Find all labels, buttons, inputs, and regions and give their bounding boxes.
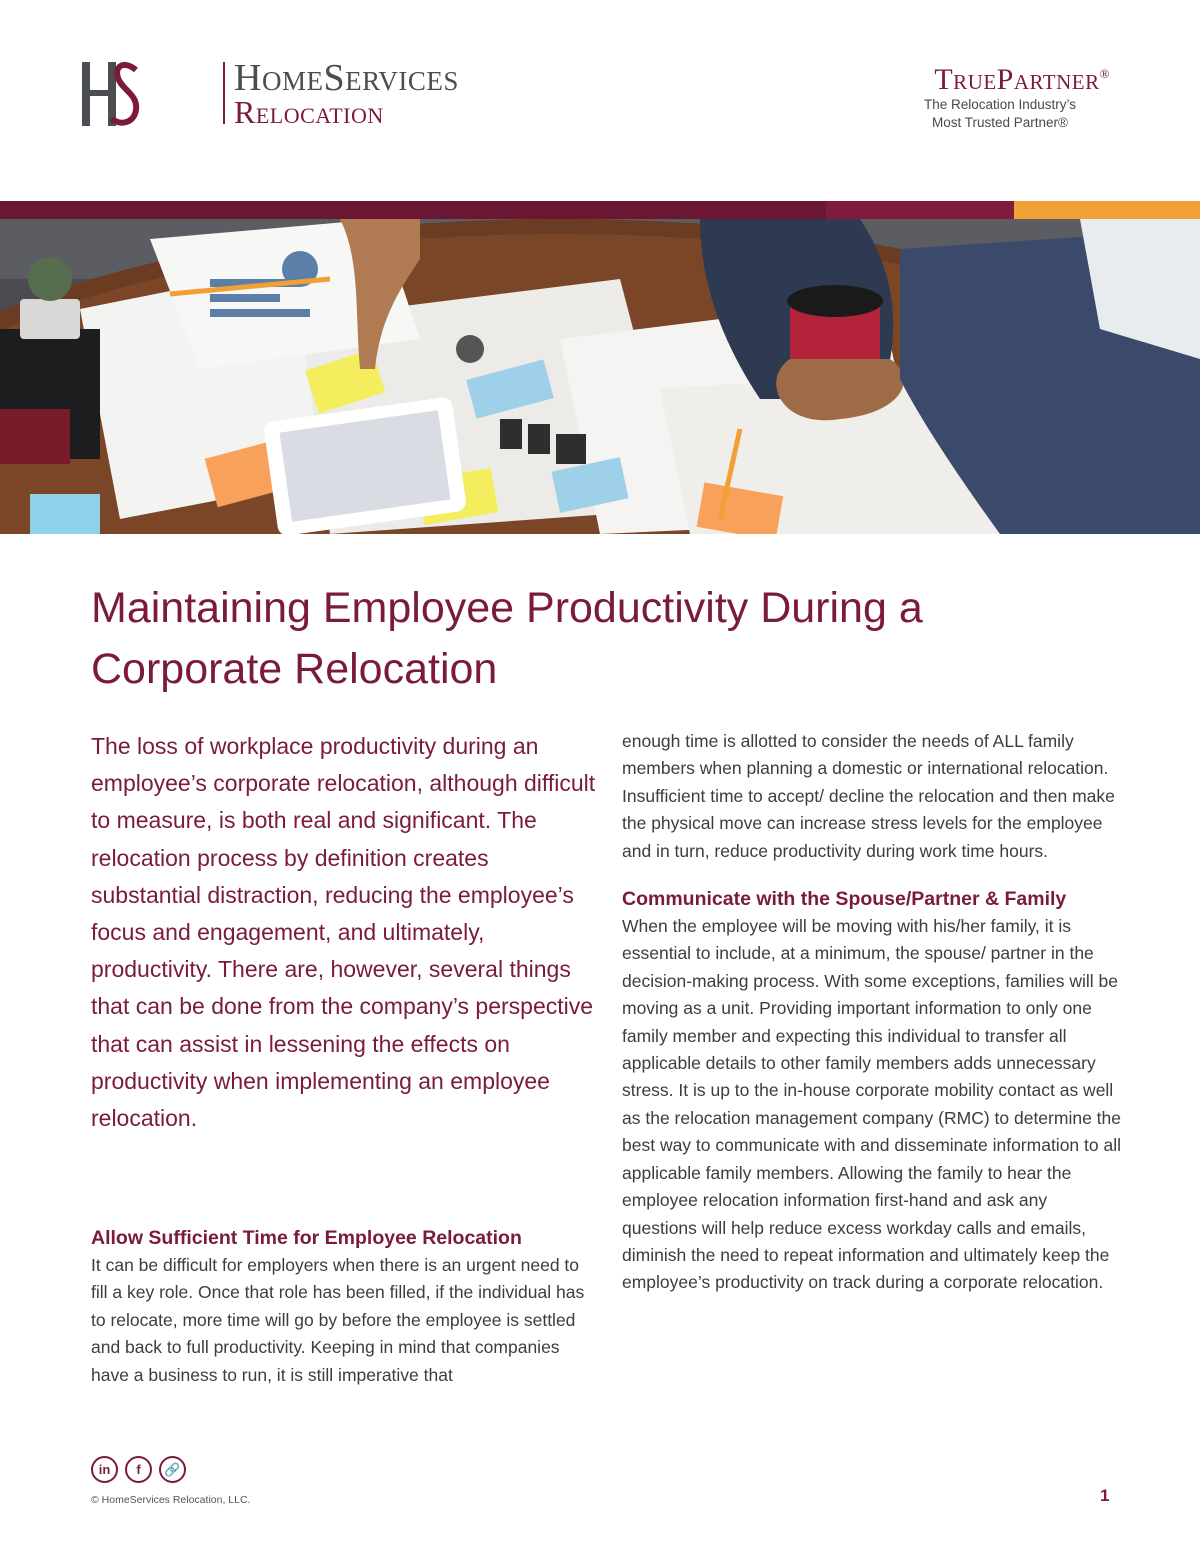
hero-photo — [0, 219, 1200, 534]
true-partner-name: TruePartner® — [934, 63, 1110, 96]
left-column — [91, 1224, 591, 1389]
logo-divider — [223, 62, 225, 124]
logo-line-2: Relocation — [234, 94, 384, 130]
section-body-communicate: When the employee will be moving with his/her family, it is essential to include, at a minimum, the spouse/ partner in the decision-making process. With some exceptions, families will be moving as a unit. Providing important information to only one family member and expecting this individual to transfer all applicable details to other family members adds unnecessary stress. It is up to the in-house corporate mobility contact as well as the relocation management company (RMC) to determine the best way to communicate with and disseminate information to all applicable family members. Allowing the family to hear the employee relocation information first-hand and ask any questions will help reduce excess workday calls and emails, diminish the need to repeat information and ultimately keep the employee’s productivity on track during a corporate relocation. — [622, 916, 1121, 1293]
section-heading-time: Allow Sufficient Time for Employee Relocation — [91, 1227, 522, 1249]
link-icon[interactable]: 🔗 — [159, 1456, 186, 1483]
true-partner-tagline-2: Most Trusted Partner® — [932, 115, 1068, 130]
banner-bar-mid — [826, 201, 1014, 219]
section-heading-communicate: Communicate with the Spouse/Partner & Family — [622, 888, 1067, 911]
section-body-time-part1: It can be difficult for employers when there is an urgent need to fill a key role. Once that role has been filled, if the individual has to relocate, more time will go by before the employee is settled and back to full productivity. Keeping in mind that companies have a business to run, it is still imperative that — [91, 1255, 585, 1385]
logo-line-1: HomeServices — [234, 57, 459, 99]
social-links — [91, 1456, 191, 1484]
banner-bar-main — [0, 201, 826, 219]
copyright-text: © HomeServices Relocation, LLC. — [91, 1494, 251, 1506]
page-number: 1 — [1100, 1486, 1110, 1505]
right-column — [622, 728, 1122, 1297]
homeservices-logo — [80, 58, 500, 130]
intro-paragraph: The loss of workplace productivity during an employee’s corporate relocation, although difficult to measure, is both real and significant. The relocation process by definition creates substantial distraction, reducing the employee’s focus and engagement, and ultimately, productivity. There are, however, several things that can be done from the company’s perspective that can assist in lessening the effects on productivity when implementing an employee relocation. — [91, 733, 596, 1132]
hs-monogram-icon — [80, 60, 140, 128]
section-body-time-part2: enough time is allotted to consider the needs of ALL family members when planning a domestic or international relocation. Insufficient time to accept/ decline the relocation and then make the physical move can increase stress levels for the employee and in turn, reduce productivity during work time hours. — [622, 731, 1115, 861]
banner-bar-accent — [1014, 201, 1200, 219]
linkedin-icon[interactable]: in — [91, 1456, 118, 1483]
true-partner-tagline-1: The Relocation Industry’s — [923, 97, 1077, 112]
facebook-icon[interactable]: f — [125, 1456, 152, 1483]
section-gap — [622, 865, 1122, 885]
article-title: Maintaining Employee Productivity During a Corporate Relocation — [91, 584, 923, 693]
true-partner-brand — [870, 58, 1110, 132]
